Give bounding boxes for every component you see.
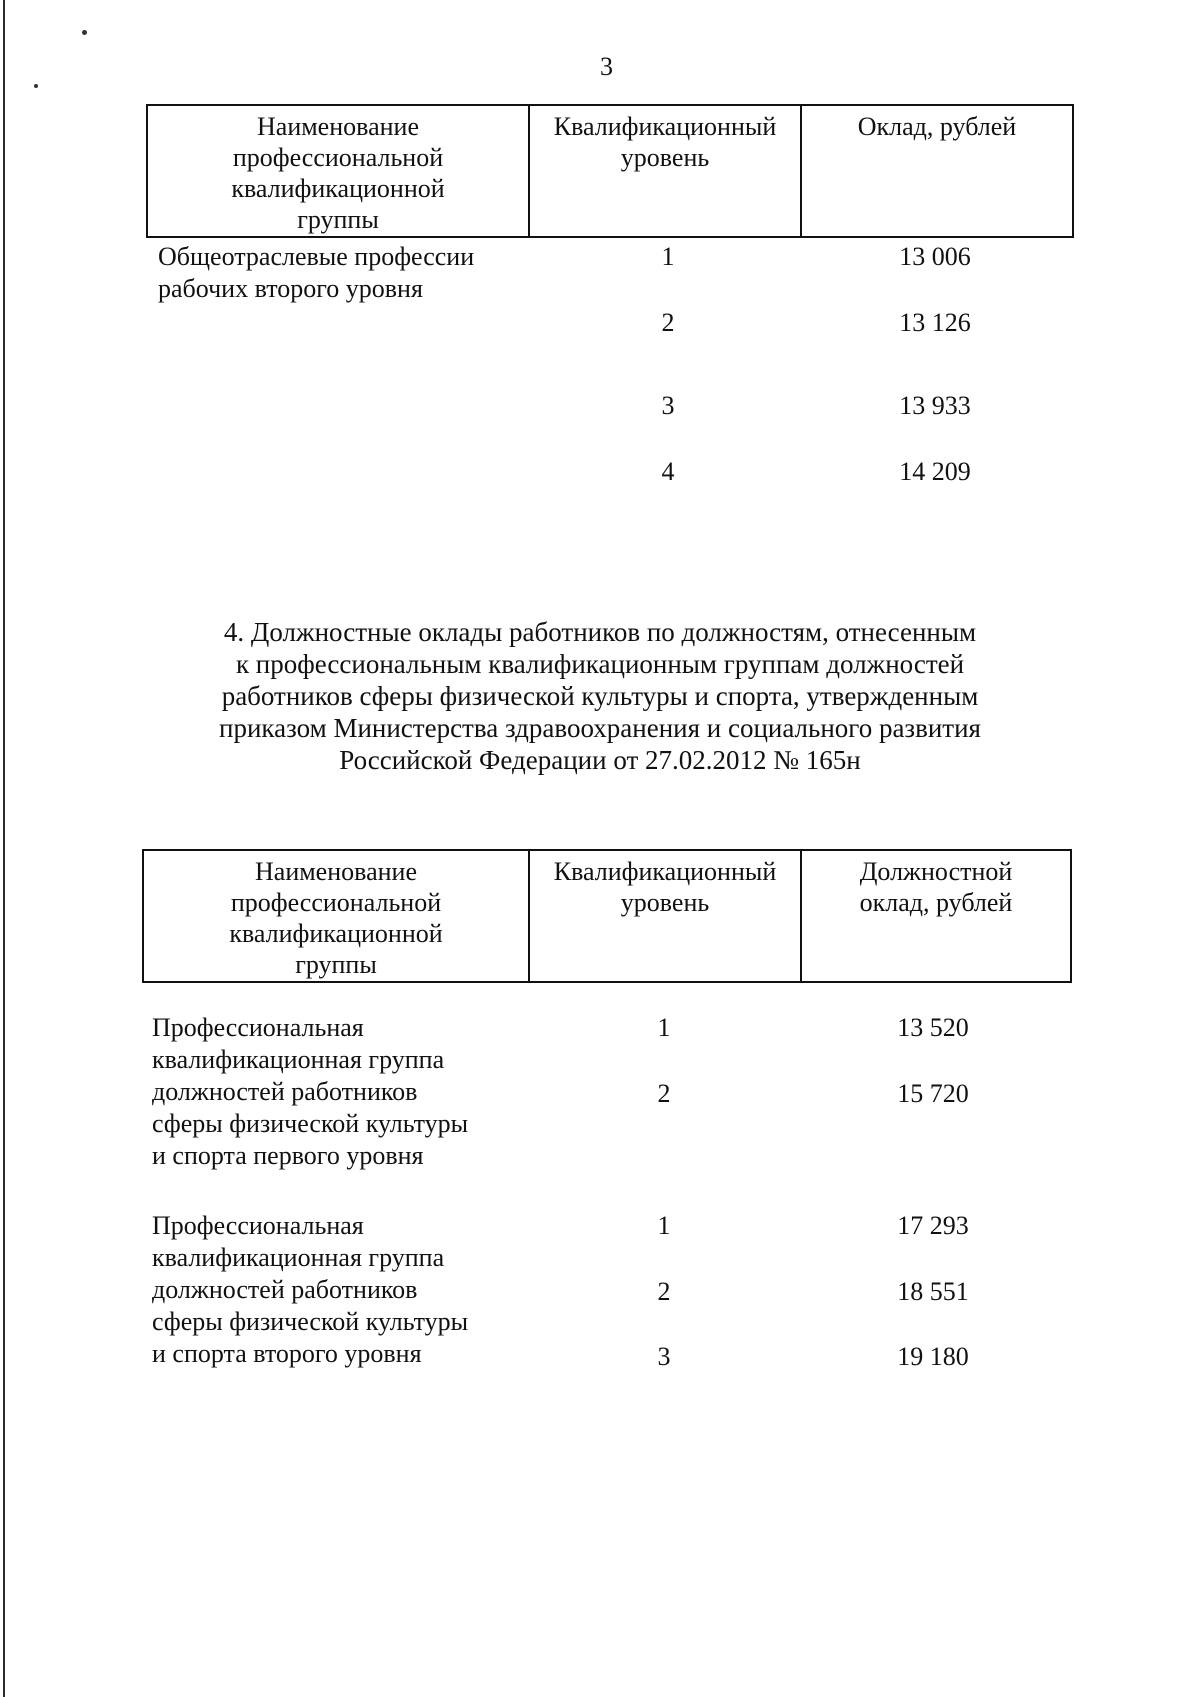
scan-edge-line [3, 0, 5, 1697]
header-line: Должностной [859, 857, 1013, 886]
table2-header-salary [802, 851, 1070, 981]
table2-salary: 17 293 [897, 1211, 969, 1240]
header-line: группы [295, 950, 377, 979]
group-line: рабочих второго уровня [158, 274, 423, 303]
table1-level: 2 [661, 308, 675, 337]
table2-level: 1 [657, 1211, 671, 1240]
table1-header [146, 104, 1074, 238]
header-line: Наименование [255, 857, 417, 886]
header-line: уровень [620, 888, 710, 917]
table2-level: 2 [657, 1277, 671, 1306]
group-line: должностей работников [152, 1077, 418, 1106]
table2-salary: 18 551 [897, 1277, 969, 1306]
header-line: Квалификационный [553, 112, 777, 141]
header-line: профессиональной [230, 888, 442, 917]
group-line: и спорта первого уровня [152, 1141, 424, 1170]
header-line: оклад, рублей [859, 888, 1013, 917]
heading-line: Российской Федерации от 27.02.2012 № 165н [339, 745, 861, 775]
table2-level: 2 [657, 1079, 671, 1108]
group-line: Профессиональная [152, 1013, 364, 1042]
table1-level: 4 [661, 457, 675, 486]
header-line: профессиональной [232, 143, 444, 172]
table1-salary: 13 006 [899, 242, 971, 271]
group-line: сферы физической культуры [152, 1307, 469, 1336]
group-line: Общеотраслевые профессии [158, 242, 475, 271]
table2-header [142, 849, 1072, 983]
section4-heading [160, 616, 1040, 776]
table2-header-level [530, 851, 800, 981]
header-line: Наименование [257, 112, 419, 141]
table2-salary: 13 520 [897, 1013, 969, 1042]
table1-salary: 13 933 [899, 391, 971, 420]
group-line: должностей работников [152, 1275, 418, 1304]
header-line: квалификационной [231, 174, 445, 203]
header-line: Оклад, рублей [857, 112, 1017, 141]
table1-header-level [530, 106, 800, 236]
page-number: 3 [600, 52, 613, 81]
heading-line: 4. Должностные оклады работников по должностям, отнесенным [223, 617, 977, 647]
heading-line: работников сферы физической культуры и спорта, утвержденным [221, 681, 979, 711]
table2-level: 3 [657, 1342, 671, 1371]
heading-line: приказом Министерства здравоохранения и социального развития [219, 713, 981, 743]
table2-salary: 19 180 [897, 1342, 969, 1371]
table1-salary: 14 209 [899, 457, 971, 486]
group-line: сферы физической культуры [152, 1109, 469, 1138]
table2-level: 1 [657, 1013, 671, 1042]
header-line: уровень [620, 143, 710, 172]
table2-header-group [144, 851, 528, 981]
table1-salary: 13 126 [899, 308, 971, 337]
group-line: квалификационная группа [152, 1045, 445, 1074]
heading-line: к профессиональным квалификационным группам должностей [235, 649, 965, 679]
scan-speck [34, 84, 38, 88]
group-line: квалификационная группа [152, 1243, 445, 1272]
scan-speck [82, 30, 87, 35]
table2-group-name [152, 1012, 468, 1172]
header-line: квалификационной [229, 919, 443, 948]
group-line: Профессиональная [152, 1211, 364, 1240]
table1-group-name [158, 241, 474, 305]
header-line: Квалификационный [553, 857, 777, 886]
table2-group-name [152, 1210, 468, 1370]
table1-header-group [148, 106, 528, 236]
group-line: и спорта второго уровня [152, 1339, 422, 1368]
table1-header-salary [802, 106, 1072, 236]
table1-level: 1 [661, 242, 675, 271]
table1-level: 3 [661, 391, 675, 420]
table2-salary: 15 720 [897, 1079, 969, 1108]
header-line: группы [297, 205, 379, 234]
